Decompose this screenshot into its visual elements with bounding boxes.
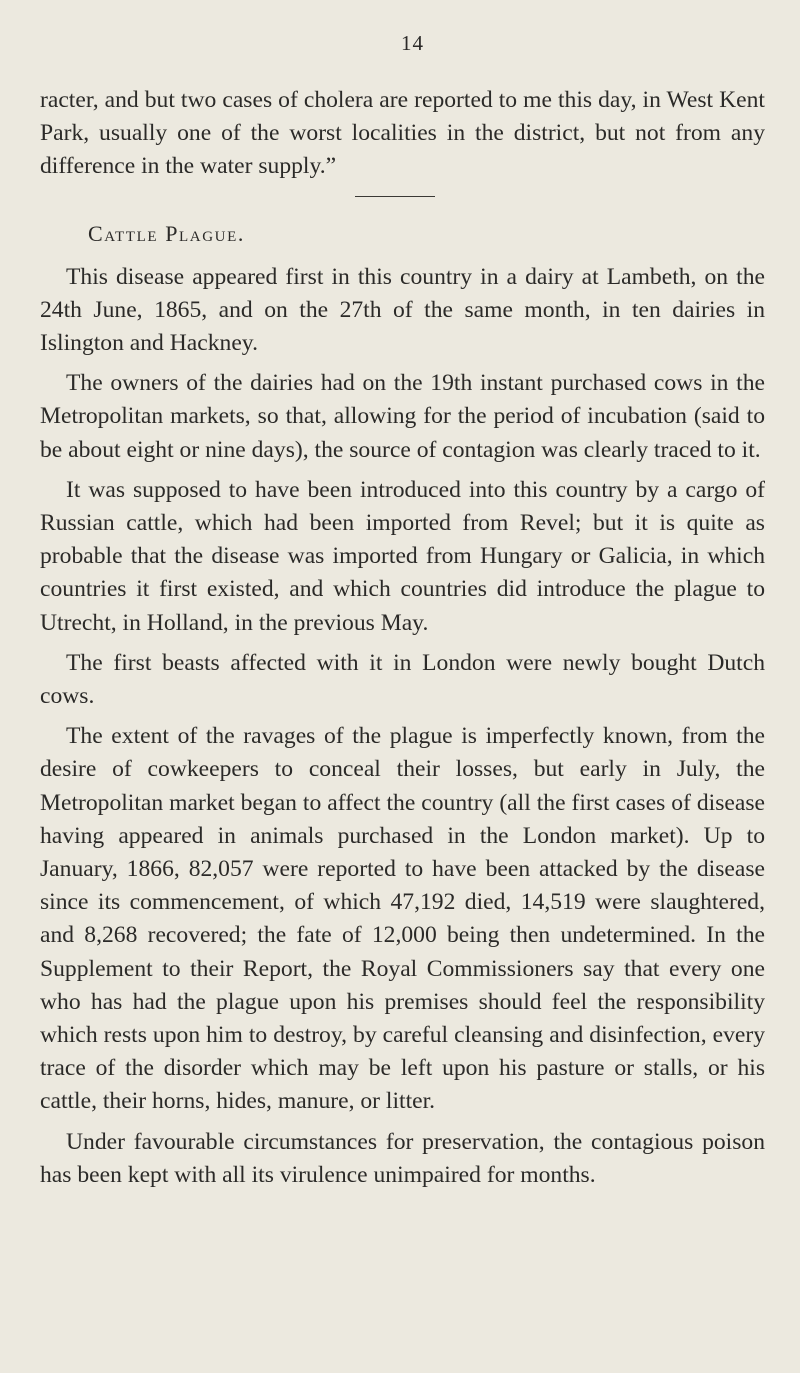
- page-number: 14: [401, 31, 424, 55]
- paragraph: This disease appeared first in this country in a dairy at Lambeth, on the 24th June, 1865, and on the 27th of the same month, in ten dairies in Islington and Hackney.: [40, 263, 765, 357]
- document-page: [40, 28, 765, 1199]
- paragraph: The first beasts affected with it in London were newly bought Dutch cows.: [40, 649, 765, 710]
- section-heading: Cattle Plague.: [88, 220, 245, 246]
- section-divider: [355, 196, 435, 197]
- paragraph: The owners of the dairies had on the 19th instant purchased cows in the Metropolitan markets, so that, allowing for the period of incubation (said to be about eight or nine days), the source of contagion was clearly traced to it.: [40, 370, 765, 463]
- paragraph: It was supposed to have been introduced into this country by a cargo of Russian cattle, which had been imported from Revel; but it is quite as probable that the disease was imported from Hungary or Galicia, in which countries it first existed, and which countries did introduce the plague to Utrecht, in Holland, in the previous May.: [40, 476, 765, 636]
- opening-paragraph: racter, and but two cases of cholera are reported to me this day, in West Kent Park, usually one of the worst localities in the district, but not from any difference in the water supply.”: [40, 87, 765, 180]
- paragraph: The extent of the ravages of the plague is imperfectly known, from the desire of cowkeepers to conceal their losses, but early in July, the Metropolitan market began to affect the country (all the first cases of disease having appeared in animals purchased in the London market). Up to January, 1866, 82,057 were reported to have been attacked by the disease since its commencement, of which 47,192 died, 14,519 were slaughtered, and 8,268 recovered; the fate of 12,000 being then undetermined. In the Supplement to their Report, the Royal Commissioners say that every one who has had the plague upon his premises should feel the responsibility which rests upon him to destroy, by careful cleansing and disinfection, every trace of the disorder which may be left upon his pasture or stalls, or his cattle, their horns, hides, manure, or litter.: [40, 723, 765, 1115]
- paragraph: Under favourable circumstances for preservation, the contagious poison has been kept with all its virulence unimpaired for months.: [40, 1128, 765, 1188]
